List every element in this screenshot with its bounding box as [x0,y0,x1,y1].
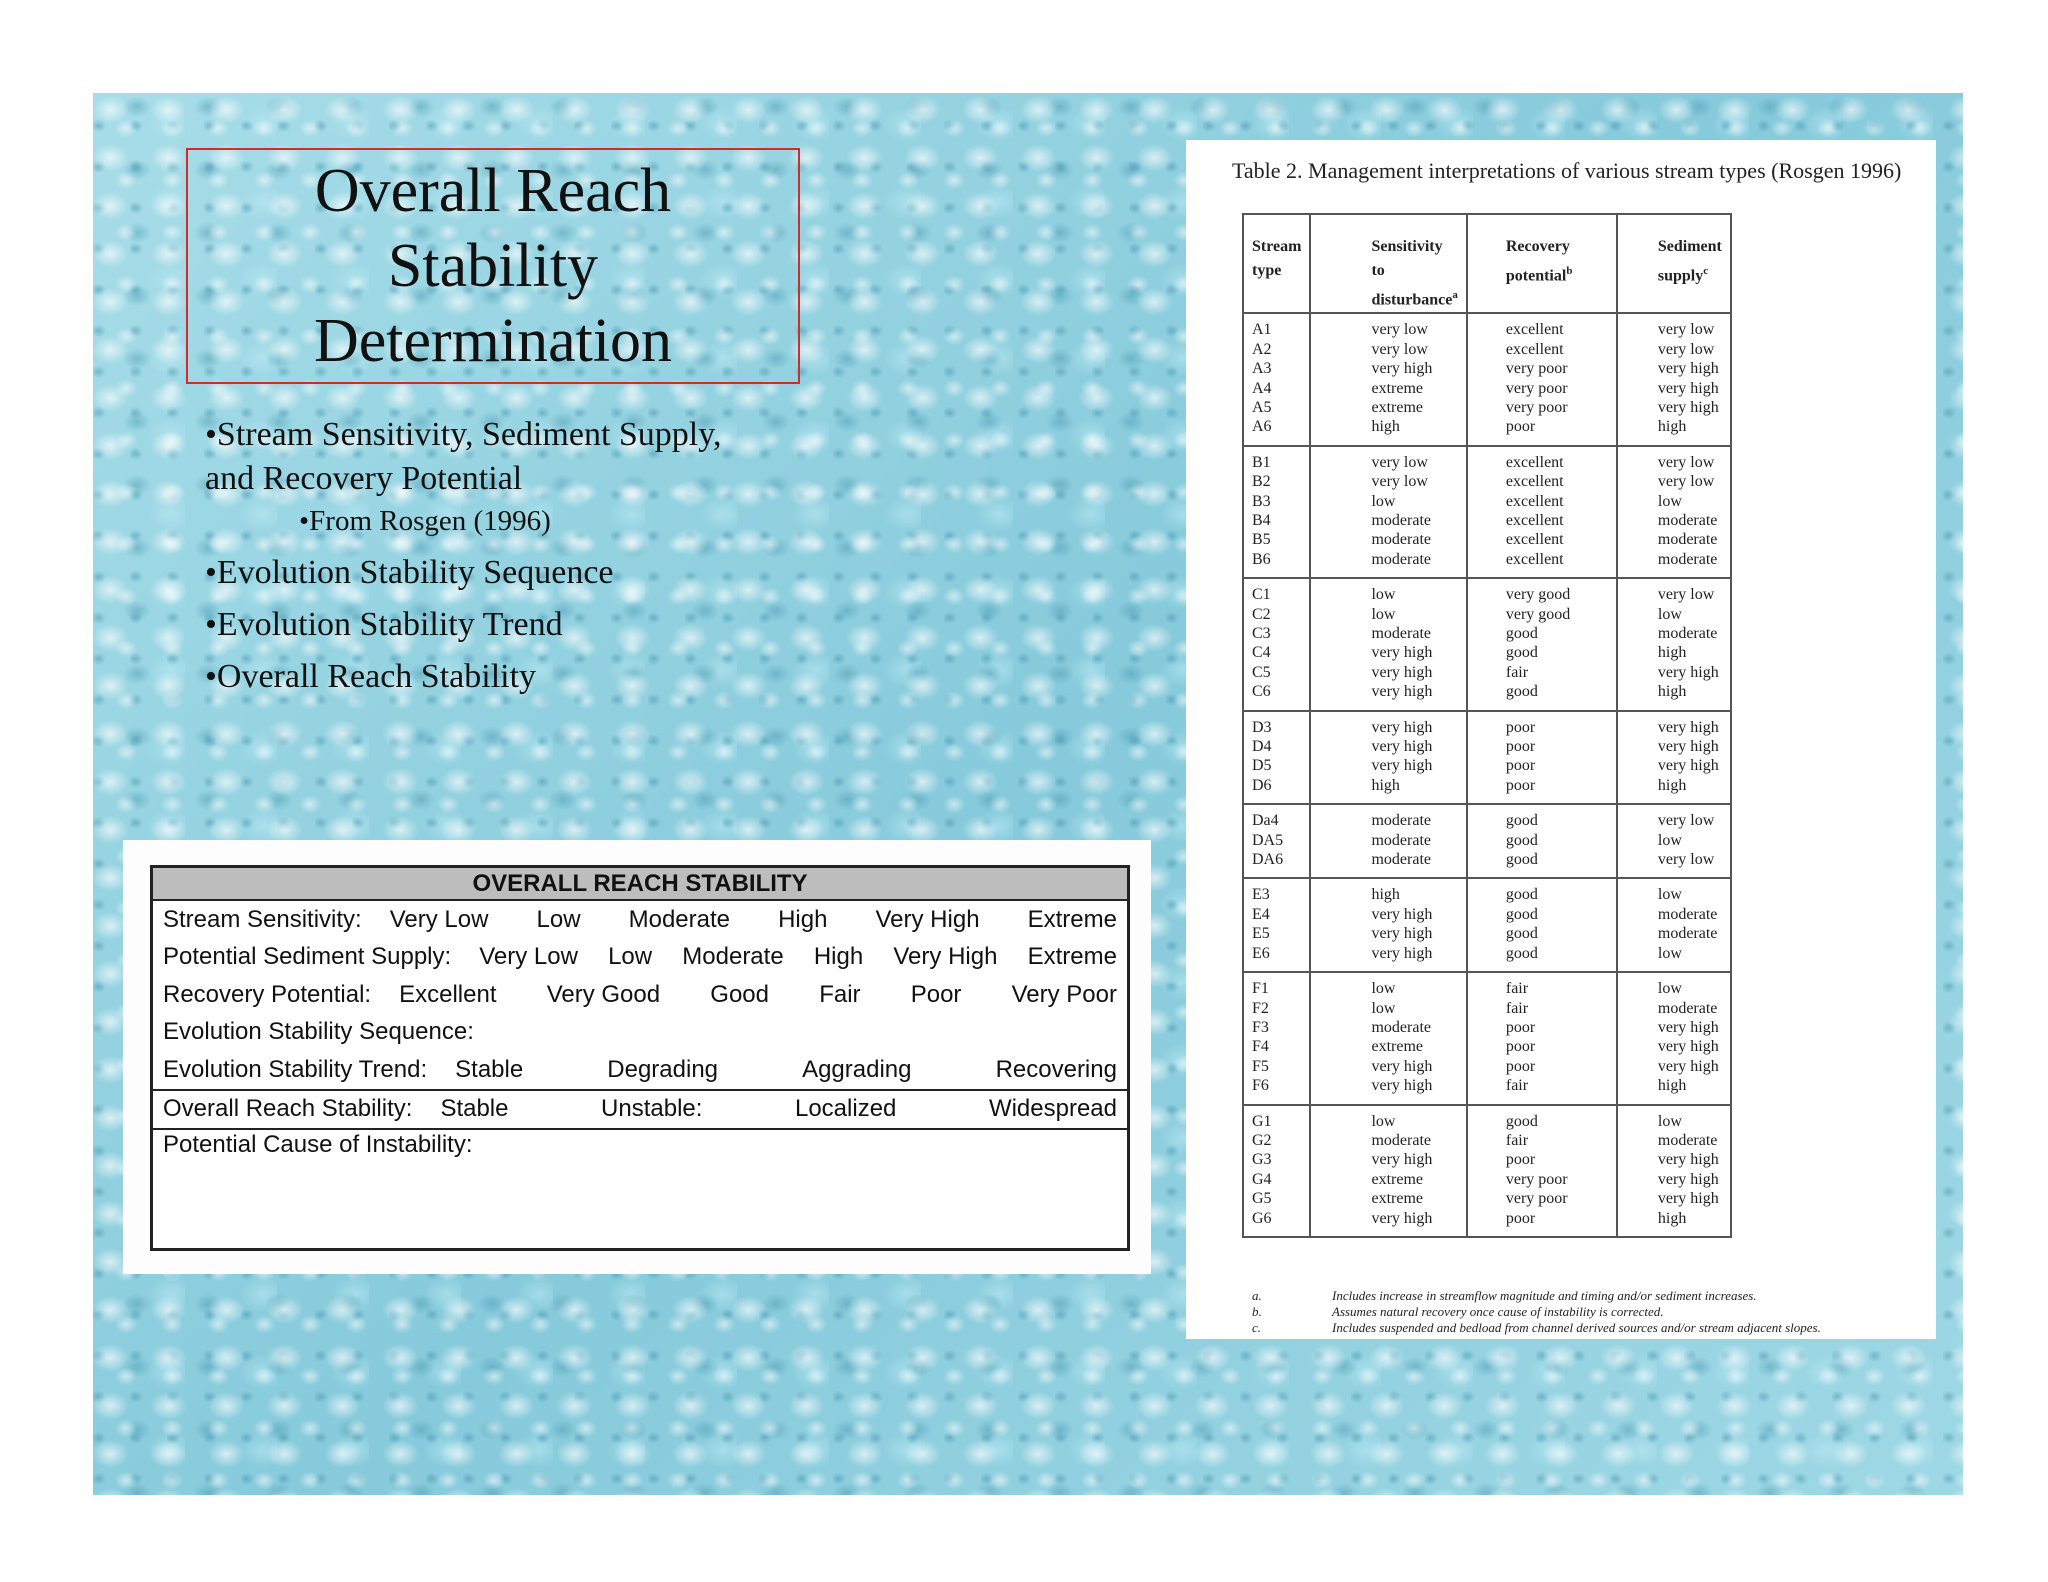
table-cell-recovery [1467,972,1617,1104]
table-cell-value: D4 [1252,738,1272,756]
table-cell-value: very high [1657,738,1719,756]
table-cell-value: E4 [1252,905,1270,923]
table-cell-value: very high [1371,360,1433,378]
table-cell-value: E5 [1252,925,1270,943]
table-cell-types [1243,804,1310,878]
table-cell-value: moderate [1657,531,1718,549]
table-cell-value: moderate [1657,511,1718,529]
table-cell-value: C6 [1252,683,1271,701]
cause-label: Potential Cause of Instability: [163,1131,473,1158]
table-cell-value: low [1371,1112,1396,1130]
form-row [153,976,1127,1014]
table-cell-value: very high [1371,1057,1433,1075]
form-option: Unstable: [601,1095,703,1123]
stream-type-table [1242,213,1732,1238]
form-row [153,1014,1127,1052]
table-cell-value: moderate [1371,550,1431,568]
table-cell-value: B1 [1252,453,1271,471]
table-cell-value: very high [1371,738,1433,756]
table-cell-value: moderate [1371,625,1431,643]
table-cell-value: poor [1505,1018,1536,1036]
table-cell-value: low [1371,980,1396,998]
table-cell-value: fair [1505,980,1529,998]
table-cell-value: very high [1371,718,1433,736]
form-option: Very Low [389,905,489,933]
table-cell-value: extreme [1371,398,1423,416]
table-cell-value: poor [1505,418,1536,436]
table-cell-value: fair [1505,1077,1529,1095]
table-cell-value: F1 [1252,980,1269,998]
table-cell-value: very poor [1505,1170,1568,1188]
table-row [1243,313,1731,445]
table-cell-value: excellent [1505,340,1564,358]
table-cell-value: very low [1657,321,1715,339]
table-cell-value: low [1657,605,1682,623]
table-cell-value: very high [1371,1151,1433,1169]
table-caption: Table 2. Management interpretations of various stream types (Rosgen 1996) [1232,158,1902,183]
table-cell-value: poor [1505,776,1536,794]
table-cell-value: high [1657,1077,1687,1095]
table-cell-value: poor [1505,1151,1536,1169]
form-option: Widespread [988,1095,1117,1123]
form-option: Low [536,905,581,933]
table-cell-value: very high [1371,1209,1433,1227]
form-option: Moderate [628,905,730,933]
table-cell-value: fair [1505,663,1529,681]
table-cell-value: excellent [1505,531,1564,549]
table-cell-value: G6 [1252,1209,1272,1227]
bullet-evolution-trend: •Evolution Stability Trend [205,606,563,643]
table-cell-value: very high [1371,925,1433,943]
table-cell-value: good [1505,925,1538,943]
table-cell-value: good [1505,831,1538,849]
table-cell-value: low [1371,999,1396,1017]
footnote [1252,1304,1821,1320]
table-cell-types [1243,578,1310,710]
table-cell-value: very high [1371,757,1433,775]
table-cell-sediment [1617,578,1731,710]
stream-type-table-panel [1186,140,1936,1339]
table-cell-value: high [1371,886,1400,904]
table-cell-value: very low [1371,321,1428,339]
form-row-label: Evolution Stability Trend: [163,1055,428,1083]
table-cell-value: poor [1505,1057,1536,1075]
table-footnotes [1252,1288,1821,1336]
form-row-options [440,1095,1117,1123]
table-cell-value: good [1505,644,1538,662]
table-cell-types [1243,711,1310,805]
form-option: Extreme [1027,943,1117,971]
reach-stability-form [150,865,1130,1251]
form-header: OVERALL REACH STABILITY [153,868,1127,901]
table-cell-value: very poor [1505,360,1568,378]
form-option: Poor [910,980,962,1008]
table-cell-value: very low [1657,586,1715,604]
table-cell-value: extreme [1371,1038,1423,1056]
form-row-options [390,906,1117,934]
table-cell-value: C3 [1252,625,1271,643]
table-cell-value: very high [1657,663,1719,681]
table-cell-recovery [1467,804,1617,878]
table-cell-value: good [1505,812,1538,830]
table-row [1243,804,1731,878]
table-cell-value: D3 [1252,718,1272,736]
table-cell-value: A4 [1252,379,1272,397]
table-cell-sediment [1617,972,1731,1104]
table-cell-value: very good [1505,586,1571,604]
table-cell-value: moderate [1371,1018,1431,1036]
form-option: Moderate [682,943,784,971]
table-cell-value: high [1657,776,1687,794]
title-line-3: Determination [313,306,673,375]
table-cell-value: F2 [1252,999,1269,1017]
table-row [1243,446,1731,578]
table-cell-value: B2 [1252,473,1271,491]
table-cell-value: very high [1657,1151,1719,1169]
table-row [1243,972,1731,1104]
table-cell-value: very high [1657,1190,1719,1208]
footnote-text: Includes suspended and bedload from channel derived sources and/or stream adjacent slopes. [1332,1320,1821,1335]
table-body [1243,313,1731,1237]
table-cell-value: very high [1371,944,1433,962]
table-cell-value: Da4 [1252,812,1279,830]
table-cell-value: very high [1657,1170,1719,1188]
title-box [186,148,800,384]
table-cell-value: poor [1505,1038,1536,1056]
table-cell-types [1243,1105,1310,1237]
form-option: High [778,905,828,933]
table-cell-value: moderate [1371,831,1431,849]
table-cell-sensitivity [1310,878,1466,972]
table-cell-sensitivity [1310,804,1466,878]
form-option: Extreme [1027,905,1117,933]
table-cell-value: very high [1371,663,1433,681]
table-cell-value: very high [1657,360,1719,378]
table-cell-value: F4 [1252,1038,1269,1056]
table-cell-value: good [1505,1112,1538,1130]
table-cell-value: very low [1657,812,1715,830]
table-cell-value: B6 [1252,550,1271,568]
table-cell-value: G5 [1252,1190,1272,1208]
table-cell-sediment [1617,313,1731,445]
footnote [1252,1288,1821,1304]
table-cell-value: very high [1657,1057,1719,1075]
table-cell-value: poor [1505,1209,1536,1227]
table-cell-value: moderate [1657,999,1718,1017]
table-cell-value: very poor [1505,379,1568,397]
table-cell-value: excellent [1505,511,1564,529]
footnote-text: Includes increase in streamflow magnitude and timing and/or sediment increases. [1332,1288,1757,1303]
table-cell-value: C4 [1252,644,1271,662]
table-cell-types [1243,446,1310,578]
table-cell-value: moderate [1657,905,1718,923]
table-cell-value: G2 [1252,1131,1272,1149]
table-cell-value: good [1505,905,1538,923]
table-cell-value: A6 [1252,418,1272,436]
form-row [153,1089,1127,1129]
bullet-evolution-sequence: •Evolution Stability Sequence [205,554,614,591]
form-option: Localized [794,1095,897,1123]
table-cell-recovery [1467,711,1617,805]
table-cell-recovery [1467,578,1617,710]
table-cell-value: good [1505,944,1538,962]
table-cell-value: C2 [1252,605,1271,623]
table-cell-sensitivity [1310,1105,1466,1237]
form-option: Very Poor [1011,980,1117,1008]
table-cell-value: low [1657,831,1682,849]
table-cell-value: low [1657,492,1682,510]
table-cell-value: D5 [1252,757,1272,775]
table-cell-value: very high [1371,683,1433,701]
table-cell-sensitivity [1310,972,1466,1104]
table-cell-value: C1 [1252,586,1271,604]
form-option: Very Low [479,943,578,971]
col-stream-type: Stream type [1243,214,1310,313]
table-cell-recovery [1467,446,1617,578]
form-row [153,1051,1127,1089]
form-option: Recovering [995,1055,1117,1083]
table-cell-value: A5 [1252,398,1272,416]
form-row-label: Evolution Stability Sequence: [163,1018,474,1046]
form-row-label: Recovery Potential: [163,980,372,1008]
form-row-label: Stream Sensitivity: [163,905,362,933]
table-cell-value: very low [1371,340,1428,358]
table-cell-value: good [1505,625,1538,643]
form-option: Very Good [546,980,661,1008]
form-row [153,901,1127,939]
table-cell-value: C5 [1252,663,1271,681]
table-cell-value: moderate [1371,1131,1431,1149]
table-cell-value: poor [1505,718,1536,736]
bullet-stream-sensitivity-cont: and Recovery Potential [205,460,523,497]
table-cell-value: high [1371,776,1400,794]
table-cell-sensitivity [1310,578,1466,710]
table-cell-recovery [1467,313,1617,445]
table-cell-value: moderate [1371,812,1431,830]
table-cell-value: F6 [1252,1077,1269,1095]
table-cell-value: low [1657,886,1682,904]
table-row [1243,711,1731,805]
table-cell-value: very good [1505,605,1571,623]
form-option: Excellent [399,980,497,1008]
table-cell-value: G4 [1252,1170,1272,1188]
table-cell-value: very high [1657,1038,1719,1056]
table-cell-value: excellent [1505,473,1564,491]
table-cell-types [1243,972,1310,1104]
col-sediment: Sediment supply$^c$ [1617,214,1731,313]
table-cell-value: very high [1371,1077,1433,1095]
table-cell-value: D6 [1252,776,1272,794]
table-cell-value: low [1371,586,1396,604]
table-cell-sediment [1617,804,1731,878]
form-option: Stable [455,1055,524,1083]
table-cell-value: very high [1657,398,1719,416]
table-cell-value: good [1505,683,1538,701]
table-cell-value: moderate [1657,550,1718,568]
footnote-key: a. [1252,1288,1262,1303]
table-cell-value: very low [1657,851,1715,869]
table-cell-value: very low [1657,340,1715,358]
col-sensitivity: Sensitivity to disturbance$^a$ [1310,214,1466,313]
table-cell-value: DA6 [1252,851,1284,869]
bullet-rosgen-source: •From Rosgen (1996) [299,505,551,537]
form-row-options [399,981,1117,1009]
table-cell-sensitivity [1310,711,1466,805]
table-cell-value: B4 [1252,511,1271,529]
table-cell-sediment [1617,878,1731,972]
table-cell-value: A1 [1252,321,1272,339]
title-line-2: Stability [387,231,599,300]
table-cell-value: high [1657,418,1687,436]
table-cell-value: high [1657,683,1687,701]
table-cell-value: very low [1371,473,1428,491]
table-cell-value: very high [1371,644,1433,662]
table-cell-value: B3 [1252,492,1271,510]
form-option: High [813,943,864,971]
table-cell-value: excellent [1505,321,1564,339]
table-cell-value: good [1505,851,1538,869]
table-cell-value: fair [1505,999,1529,1017]
slide-background [93,93,1963,1495]
table-cell-value: F5 [1252,1057,1269,1075]
table-cell-value: very high [1657,757,1719,775]
form-row-options [455,1056,1117,1084]
table-row [1243,1105,1731,1237]
table-cell-value: high [1657,1209,1687,1227]
table-cell-value: very high [1657,1018,1719,1036]
table-cell-value: fair [1505,1131,1529,1149]
table-cell-value: very poor [1505,1190,1568,1208]
table-cell-value: moderate [1371,511,1431,529]
form-option: Degrading [607,1055,719,1083]
footnote [1252,1320,1821,1336]
table-cell-sediment [1617,711,1731,805]
table-cell-value: E3 [1252,886,1270,904]
form-row-options [479,943,1117,971]
form-option: Fair [819,980,861,1008]
table-cell-value: poor [1505,738,1536,756]
table-row [1243,878,1731,972]
table-cell-value: low [1657,1112,1682,1130]
table-cell-value: extreme [1371,1170,1423,1188]
table-cell-value: DA5 [1252,831,1284,849]
form-option: Very High [875,905,980,933]
table-cell-value: low [1657,980,1682,998]
table-cell-types [1243,878,1310,972]
table-cell-recovery [1467,878,1617,972]
form-option: Aggrading [802,1055,912,1083]
table-cell-value: excellent [1505,492,1564,510]
table-cell-value: excellent [1505,550,1564,568]
form-row-label: Potential Sediment Supply: [163,943,452,971]
footnote-text: Assumes natural recovery once cause of instability is corrected. [1332,1304,1664,1319]
table-cell-value: poor [1505,757,1536,775]
table-header-row [1243,214,1731,313]
table-cell-value: low [1371,492,1396,510]
form-option: Low [608,943,653,971]
footnote-key: c. [1252,1320,1262,1335]
table-cell-value: very high [1657,718,1719,736]
table-cell-value: moderate [1657,925,1718,943]
table-cell-value: moderate [1657,625,1718,643]
table-cell-value: G1 [1252,1112,1272,1130]
table-cell-value: extreme [1371,1190,1423,1208]
table-cell-value: moderate [1371,851,1431,869]
table-cell-value: low [1657,944,1682,962]
table-cell-value: very high [1371,905,1433,923]
table-cell-value: B5 [1252,531,1271,549]
table-cell-value: high [1371,418,1400,436]
table-cell-value: F3 [1252,1018,1269,1036]
table-cell-value: very low [1657,473,1715,491]
table-cell-value: A3 [1252,360,1272,378]
form-option: Very High [893,943,998,971]
table-cell-value: high [1657,644,1687,662]
table-cell-recovery [1467,1105,1617,1237]
form-rows [153,901,1127,1128]
bullet-overall-reach: •Overall Reach Stability [205,658,537,695]
table-cell-value: E6 [1252,944,1270,962]
table-cell-value: excellent [1505,453,1564,471]
table-cell-value: A2 [1252,340,1272,358]
bullet-list [205,413,722,699]
table-row [1243,578,1731,710]
table-cell-value: good [1505,886,1538,904]
table-cell-value: very poor [1505,398,1568,416]
cause-row [153,1128,1127,1160]
form-row-label: Overall Reach Stability: [163,1095,413,1123]
table-cell-value: low [1371,605,1396,623]
table-cell-value: very low [1371,453,1428,471]
table-cell-value: very high [1657,379,1719,397]
table-cell-value: moderate [1371,531,1431,549]
table-cell-sediment [1617,446,1731,578]
table-cell-types [1243,313,1310,445]
bullet-stream-sensitivity: •Stream Sensitivity, Sediment Supply, [205,416,722,453]
table-cell-sensitivity [1310,446,1466,578]
table-cell-sensitivity [1310,313,1466,445]
col-recovery: Recovery potential$^b$ [1467,214,1617,313]
title-line-1: Overall Reach [314,156,672,225]
reach-stability-form-panel [123,840,1151,1274]
table-cell-value: very low [1657,453,1715,471]
table-cell-value: extreme [1371,379,1423,397]
table-cell-sediment [1617,1105,1731,1237]
form-option: Stable [440,1095,509,1123]
form-option: Good [710,980,769,1008]
table-cell-value: moderate [1657,1131,1718,1149]
footnote-key: b. [1252,1304,1262,1319]
form-row [153,939,1127,977]
table-cell-value: G3 [1252,1151,1272,1169]
